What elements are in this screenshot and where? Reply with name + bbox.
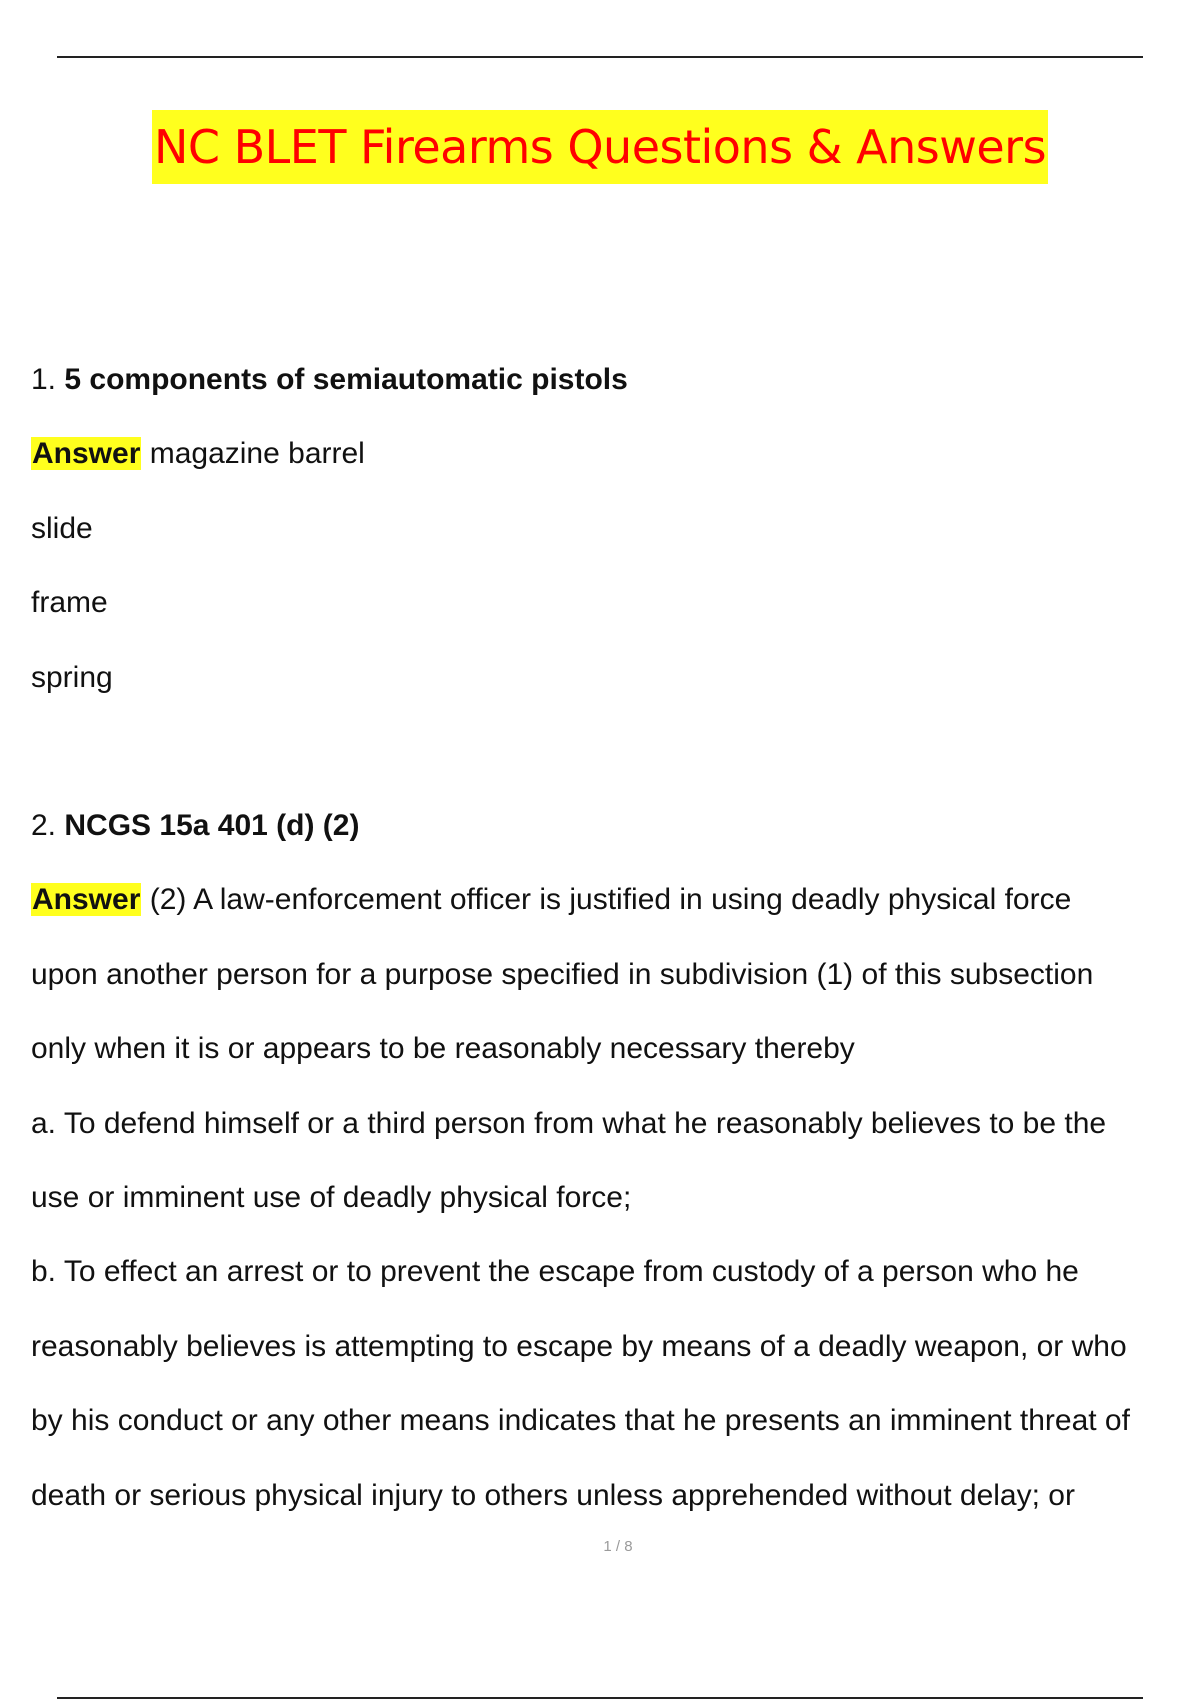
answer-1-line-1 [31,436,365,472]
document-title: NC BLET Firearms Questions & Answers [152,110,1048,184]
answer-1-line-2: slide [31,512,93,545]
answer-2-line-1 [31,882,1071,918]
title-container [0,110,1200,184]
answer-2-line-9: death or serious physical injury to others unless apprehended without delay; or [31,1479,1075,1512]
answer-label: Answer [32,883,141,916]
answer-1-line-3: frame [31,586,108,619]
answer-label: Answer [32,437,141,470]
answer-2-line-7: reasonably believes is attempting to escape by means of a deadly weapon, or who [31,1330,1127,1363]
answer-2-line-6: b. To effect an arrest or to prevent the escape from custody of a person who he [31,1255,1079,1288]
answer-text: (2) A law-enforcement officer is justified in using deadly physical force [149,883,1072,916]
answer-2-line-5: use or imminent use of deadly physical force; [31,1181,632,1214]
answer-text: magazine barrel [149,437,365,470]
question-text: 5 components of semiautomatic pistols [64,363,628,396]
bottom-rule [57,1697,1143,1699]
answer-2-line-3: only when it is or appears to be reasonably necessary thereby [31,1032,855,1065]
question-number: 2. [31,809,57,842]
answer-2-line-2: upon another person for a purpose specified in subdivision (1) of this subsection [31,958,1094,991]
answer-2-line-8: by his conduct or any other means indicates that he presents an imminent threat of [31,1404,1130,1437]
answer-2-line-4: a. To defend himself or a third person from what he reasonably believes to be the [31,1107,1107,1140]
question-text: NCGS 15a 401 (d) (2) [64,809,360,842]
top-rule [57,56,1143,58]
question-2 [31,808,359,844]
page-indicator: 1 / 8 [603,1538,633,1555]
question-number: 1. [31,363,57,396]
question-1 [31,362,628,398]
answer-1-line-4: spring [31,661,113,694]
